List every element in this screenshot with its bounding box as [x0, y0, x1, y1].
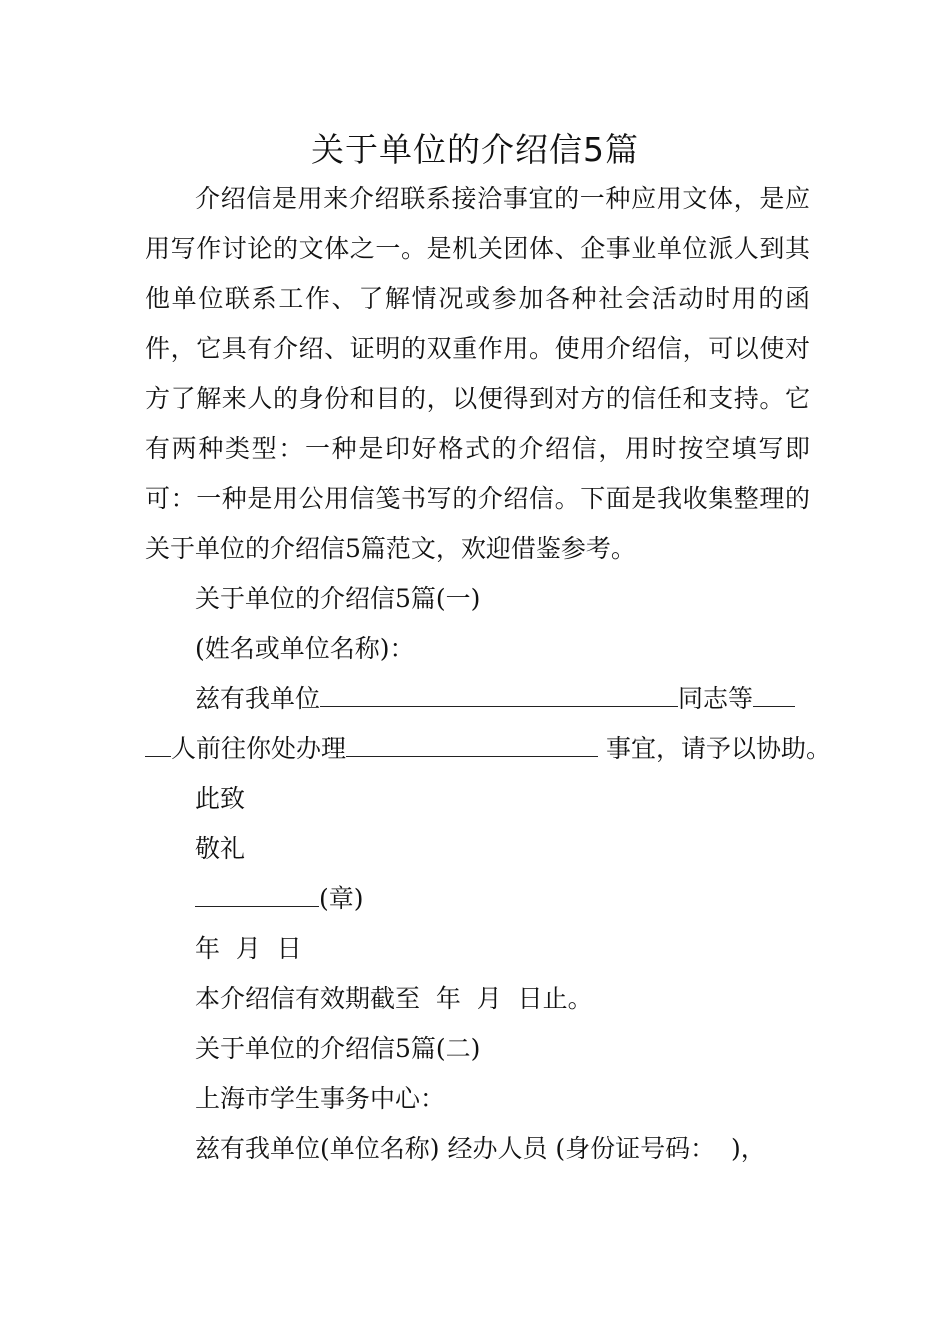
- document-body: [145, 174, 831, 1174]
- letter1-salutation: (姓名或单位名称)：: [195, 634, 415, 663]
- letter1-heading: 关于单位的介绍信5篇(一): [195, 584, 481, 613]
- letter1-body: [145, 674, 831, 774]
- letter1-closing2: 敬礼: [195, 834, 246, 863]
- letter1-seal-line: [145, 874, 810, 924]
- fill-blank-count: [753, 688, 795, 707]
- letter2-salutation: 上海市学生事务中心：: [195, 1084, 446, 1113]
- fill-blank-unit: [320, 688, 678, 707]
- letter1-seal: (章): [319, 884, 364, 913]
- letter1-closing1: 此致: [195, 784, 246, 813]
- document-title: 关于单位的介绍信5篇: [311, 130, 639, 169]
- letter1-date: 年 月 日: [195, 934, 302, 963]
- letter1-body-part1: 兹有我单位: [195, 684, 321, 713]
- intro-paragraph: 介绍信是用来介绍联系接洽事宜的一种应用文体，是应用写作讨论的文体之一。是机关团体、企事业单位派人到其他单位联系工作、了解情况或参加各种社会活动时用的函件，它具有介绍、证明的双重作用。使用介绍信，可以使对方了解来人的身份和目的，以便得到对方的信任和支持。它有两种类型：一种是印好格式的介绍信，用时按空填写即可：一种是用公用信笺书写的介绍信。下面是我收集整理的关于单位的介绍信5篇范文，欢迎借鉴参考。: [145, 184, 810, 563]
- letter2-body-start: 兹有我单位(单位名称) 经办人员 (身份证号码： )，: [195, 1134, 766, 1163]
- letter1-body-part4: 事宜，请予以协助。: [598, 734, 831, 763]
- letter1-validity: 本介绍信有效期截至 年 月 日止。: [195, 984, 593, 1013]
- letter1-body-part2: 同志等: [678, 684, 754, 713]
- letter2-heading: 关于单位的介绍信5篇(二): [195, 1034, 481, 1063]
- fill-blank-count-cont: [145, 738, 171, 757]
- fill-blank-matter: [346, 738, 598, 757]
- letter1-body-part3: 人前往你处办理: [171, 734, 347, 763]
- fill-blank-seal: [195, 888, 319, 907]
